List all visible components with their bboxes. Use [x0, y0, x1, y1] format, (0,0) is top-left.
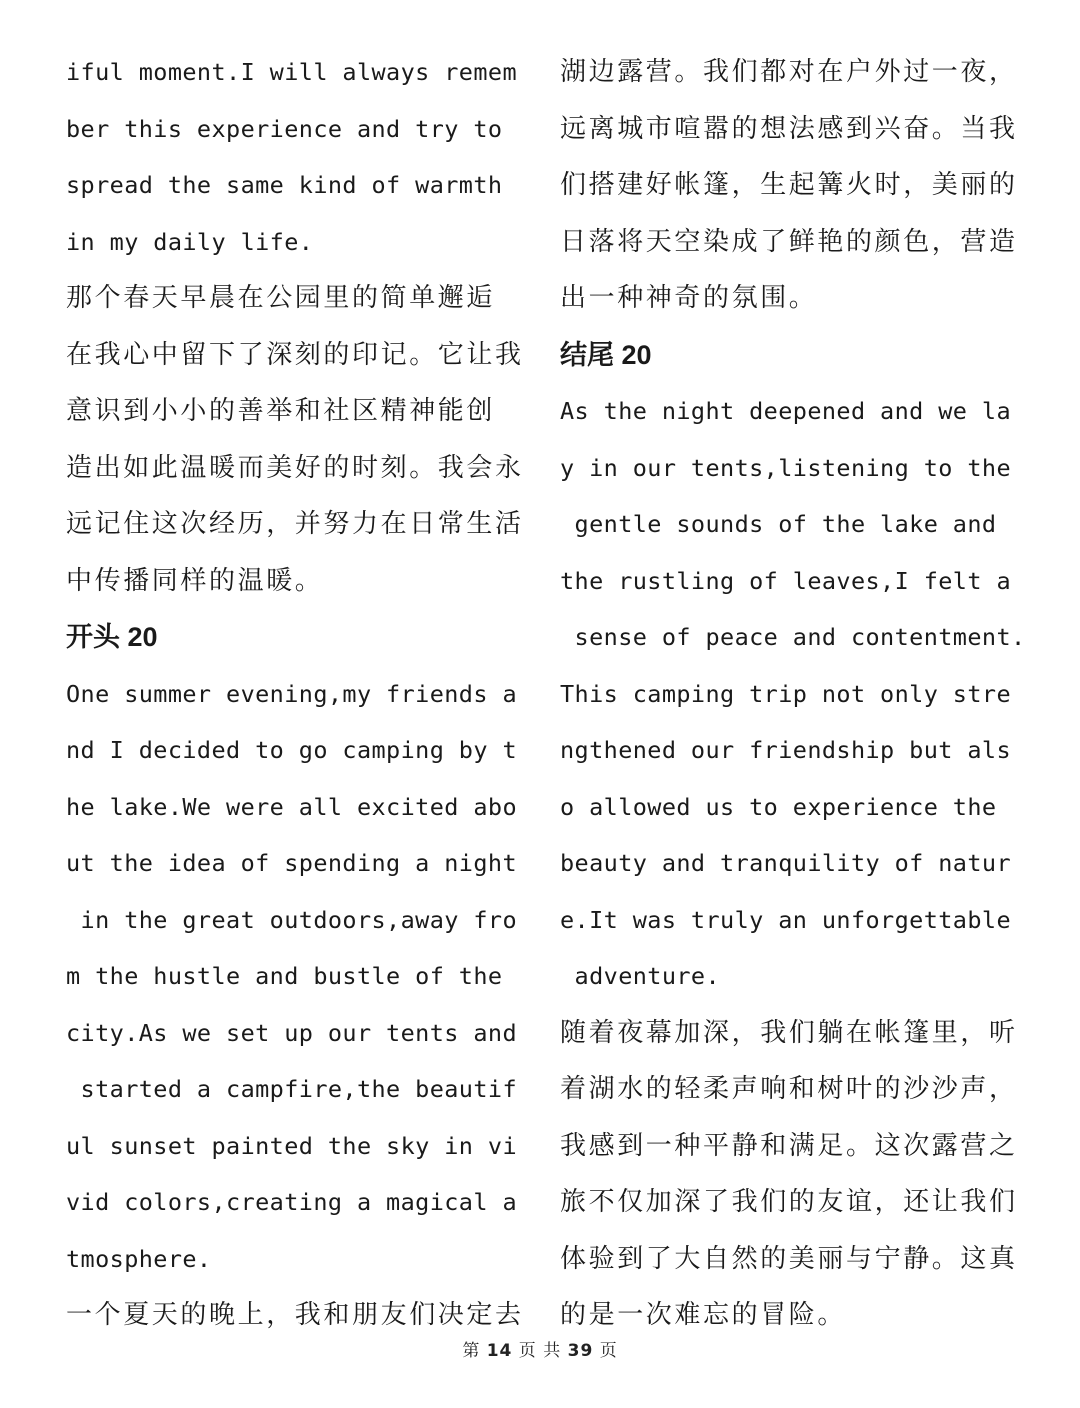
text-line: 着湖水的轻柔声响和树叶的沙沙声，: [560, 1074, 1018, 1104]
footer-prefix: 第: [462, 1341, 481, 1361]
text-line: This camping trip not only stre: [560, 679, 1011, 708]
text-line: city.As we set up our tents and: [66, 1018, 517, 1047]
text-line: One summer evening,my friends a: [66, 679, 517, 708]
text-line: m the hustle and bustle of the: [66, 962, 503, 990]
text-line: 远记住这次经历，并努力在日常生活: [66, 509, 524, 539]
footer-middle: 页 共: [518, 1341, 562, 1361]
section-heading-opening: 开头 20: [66, 622, 158, 652]
text-line: 远离城市喧嚣的想法感到兴奋。当我: [560, 113, 1018, 144]
text-line: As the night deepened and we la: [560, 397, 1011, 425]
paragraph-zh-ending-translation: [66, 270, 528, 609]
text-line: adventure.: [560, 962, 721, 990]
text-line: sense of peace and contentment.: [560, 623, 1026, 651]
text-line: 日落将天空染成了鲜艳的颜色，营造: [560, 226, 1018, 257]
text-line: vid colors,creating a magical a: [66, 1188, 517, 1216]
text-line: 湖边露营。我们都对在户外过一夜，: [560, 57, 1018, 87]
text-line: 在我心中留下了深刻的印记。它让我: [66, 339, 524, 370]
footer-suffix: 页: [599, 1341, 618, 1361]
text-line: 随着夜幕加深，我们躺在帐篷里，听: [560, 1017, 1018, 1048]
text-line: 旅不仅加深了我们的友谊，还让我们: [560, 1187, 1018, 1217]
text-line: he lake.We were all excited abo: [66, 792, 517, 821]
section-heading-ending: 结尾 20: [560, 339, 652, 370]
text-line: the rustling of leaves,I felt a: [560, 566, 1011, 595]
page-footer: [0, 1336, 1080, 1361]
text-line: ber this experience and try to: [66, 114, 503, 143]
paragraph-zh-opening-continued: [560, 44, 1022, 327]
text-line: 造出如此温暖而美好的时刻。我会永: [66, 452, 524, 483]
text-line: 中传播同样的温暖。: [66, 565, 324, 596]
text-line: spread the same kind of warmth: [66, 171, 503, 199]
paragraph-en-opening: [66, 666, 528, 1288]
text-line: 体验到了大自然的美丽与宁静。这真: [560, 1243, 1018, 1274]
text-line: e.It was truly an unforgettable: [560, 905, 1011, 934]
text-line: ut the idea of spending a night: [66, 849, 517, 877]
text-line: 那个春天早晨在公园里的简单邂逅: [66, 283, 496, 313]
text-line: beauty and tranquility of natur: [560, 849, 1011, 877]
text-line: 的是一次难忘的冒险。: [560, 1300, 847, 1330]
total-page-count: 39: [567, 1341, 594, 1361]
paragraph-en-ending: [560, 383, 1026, 1005]
left-column: [66, 44, 528, 1344]
paragraph-en-ending-continued: [66, 44, 528, 270]
text-line: 我感到一种平静和满足。这次露营之: [560, 1130, 1018, 1161]
current-page-number: 14: [486, 1341, 513, 1361]
text-line: tmosphere.: [66, 1244, 212, 1273]
text-line: in the great outdoors,away fro: [66, 905, 517, 934]
text-line: 出一种神奇的氛围。: [560, 283, 818, 313]
text-line: 一个夏天的晚上，我和朋友们决定去: [66, 1300, 524, 1330]
text-line: ngthened our friendship but als: [560, 736, 1011, 764]
text-line: gentle sounds of the lake and: [560, 510, 997, 538]
text-line: 意识到小小的善举和社区精神能创: [66, 396, 496, 426]
right-column: [560, 44, 1026, 1344]
text-line: o allowed us to experience the: [560, 792, 997, 821]
text-line: ul sunset painted the sky in vi: [66, 1131, 517, 1160]
paragraph-zh-ending: [560, 1005, 1022, 1344]
text-line: started a campfire,the beautif: [66, 1075, 517, 1103]
text-line: nd I decided to go camping by t: [66, 736, 517, 764]
text-line: y in our tents,listening to the: [560, 453, 1011, 482]
text-line: 们搭建好帐篷，生起篝火时，美丽的: [560, 170, 1018, 200]
text-line: iful moment.I will always remem: [66, 58, 517, 86]
text-line: in my daily life.: [66, 227, 314, 256]
